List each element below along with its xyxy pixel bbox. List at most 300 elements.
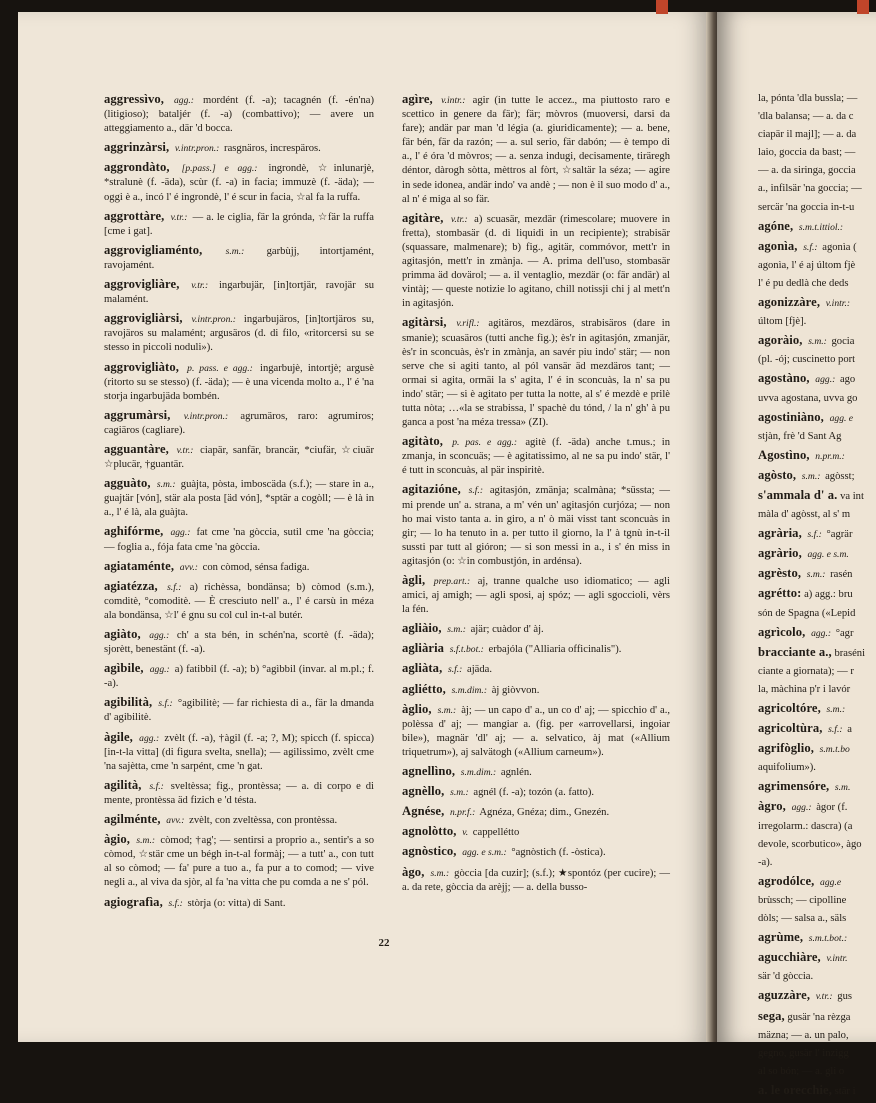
dictionary-entry — [758, 820, 876, 834]
definition: va int — [840, 490, 864, 502]
dictionary-entry — [104, 627, 374, 657]
definition: uvva agostana, uvva go — [758, 392, 858, 404]
dictionary-entry — [758, 988, 876, 1004]
dictionary-entry — [758, 683, 876, 697]
part-of-speech: agg.: — [174, 95, 194, 106]
dictionary-entry — [758, 665, 876, 679]
headword: agrimensóre, — [758, 779, 830, 794]
headword: agguantàre, — [104, 441, 169, 456]
part-of-speech: agg.: — [149, 664, 170, 676]
part-of-speech: s.f.: — [149, 780, 164, 792]
part-of-speech: s.f.: — [168, 897, 183, 909]
headword: agibilità, — [104, 695, 153, 710]
definition: gegno, gusär l' inzìgg — [758, 1047, 849, 1059]
headword: agricoltóre, — [758, 701, 821, 715]
part-of-speech: agg. e s.m. — [807, 549, 849, 561]
part-of-speech: s.f.: — [158, 698, 173, 710]
definition: Agnéza, Gnéza; dim., Gnezén. — [479, 807, 610, 819]
part-of-speech: v.tr.: — [170, 211, 188, 223]
definition: sercär 'na goccia in-t-u — [758, 201, 855, 213]
part-of-speech: agg.: — [815, 374, 836, 386]
dictionary-column-1 — [104, 92, 374, 915]
headword: agricoltùra, — [758, 721, 823, 736]
part-of-speech: s.f.: — [803, 241, 818, 253]
dictionary-entry — [758, 566, 876, 582]
definition: — a. da siringa, goccia — [758, 165, 856, 177]
headword: agiàto, — [104, 627, 141, 641]
dictionary-entry — [758, 625, 876, 641]
part-of-speech: s.m.: — [156, 479, 176, 491]
headword: bracciante a., — [758, 644, 832, 659]
part-of-speech: s.m.: — [808, 336, 827, 348]
dictionary-entry — [758, 201, 876, 215]
page-number: 22 — [378, 937, 390, 949]
dictionary-entry — [758, 721, 876, 737]
headword: agìre, — [402, 92, 433, 106]
dictionary-entry — [758, 277, 876, 291]
headword: agoràio, — [758, 333, 803, 348]
dictionary-entry — [104, 92, 374, 136]
dictionary-entry — [758, 259, 876, 273]
bookmark-ribbon — [656, 0, 668, 14]
dictionary-entry — [402, 621, 670, 637]
headword: agìbile, — [104, 661, 144, 676]
definition: agòsst; — [825, 470, 855, 482]
headword: agliàta, — [402, 661, 443, 676]
headword: aggrinzàrsi, — [104, 140, 170, 155]
dictionary-entry — [104, 661, 374, 691]
definition: brùssch; — cipolline — [758, 894, 847, 906]
part-of-speech: agg.: — [149, 630, 170, 641]
dictionary-entry — [402, 844, 670, 860]
dictionary-entry — [402, 315, 670, 430]
definition: °agnòstich (f. -òstica). — [511, 847, 606, 859]
definition: àgor (f. — [816, 802, 848, 814]
definition: ciante a giornata); — r — [758, 665, 854, 677]
definition: agitè (f. -äda) anche t.mus.; in zmanja, in sconcuäs; — è agitatissimo, al ne sa pu indo' stär, l' é tutt in sconcuàs, al pär inspiritè. — [402, 437, 670, 477]
definition: (pl. -ój; cuscinetto port — [758, 354, 856, 366]
definition: agnél (f. -a); tozón (a. fatto). — [473, 787, 594, 799]
headword: agóne, — [758, 218, 794, 233]
definition: guàjta, pòsta, imboscäda (s.f.); — stare in a., guajtär [vón], stär ala posta [äd vón], *sptär a cogòll; — è là in a., l' é là, ala guàjta. — [104, 479, 374, 519]
part-of-speech: s.m.: — [450, 787, 469, 799]
part-of-speech: s.m.: — [806, 569, 826, 581]
dictionary-entry — [104, 524, 374, 554]
dictionary-entry — [104, 408, 374, 438]
definition: la, màchina p'r i lavór — [758, 683, 851, 695]
part-of-speech: s.m.t.bo — [819, 744, 850, 756]
part-of-speech: v.tr.: — [815, 991, 833, 1003]
part-of-speech: s.m.t.bot.: — [808, 933, 848, 945]
part-of-speech: v.tr.: — [450, 213, 468, 225]
dictionary-column-3-partial — [758, 92, 876, 1103]
definition: agitasjón, zmänja; scalmàna; *süssta; — mi prende un' a. strana, a m' vén un' agitasjón curjóza; — non ho mai visto tanta a. in giro, a n' ò mäi visst tant sconcuàs in gir; — lo ha tenuto in a. per tutto il giorno, la l' à tgnù in-t-il sussti par tutt al gióron; — si son messi in a., i s' én miss in agitasjón (o: ☆in combustjón, in ardénsa). — [402, 485, 670, 567]
headword: agostàno, — [758, 371, 810, 386]
part-of-speech: agg.: — [139, 732, 160, 744]
dictionary-entry — [758, 1009, 876, 1025]
definition: gòccia [da cuzir]; (s.f.); ★spontóz (per cucire); — a. da rete, gòccia da arèjj; — a. della busso- — [402, 867, 670, 893]
headword: agrèsto, — [758, 566, 802, 581]
definition: — a. le ciglia, fär la grónda, ☆fär la ruffa [cme i gat]. — [104, 211, 374, 237]
dictionary-entry — [402, 482, 670, 569]
definition: ingarbujär, [in]tortjär, ravojär su malamént. — [104, 280, 374, 306]
definition: ingarbujè, intortjè; argusè (ritorto su se stesso) (f. -äda); — è una vicenda molto a., l' é 'na storja ingarbujäda bombén. — [104, 362, 374, 402]
definition: erbajóla ("Alliaria officinalis"). — [488, 644, 622, 656]
part-of-speech: s.m.: — [430, 867, 450, 879]
headword: agnellìno, — [402, 764, 456, 779]
definition: a) agg.: bru — [804, 589, 853, 601]
definition: a) scuasär, mezdär (rimescolare; muovere in fretta), stombasär (d. di liquidi in un recipiente); strabisär (squassare, malmenare); b) fig., agitär, commóvor, mett'r in agitasjón, mett'r in zmànja. — A. prima dell'uso, stombasär primma äd dovärol; — a. il ventaglio, mezdär (o: fär andär) al vintàj; — queste notizie lo agitano, chill notissji chi j al mett'n in agitasjón. — [402, 213, 671, 310]
definition: °agr — [835, 627, 854, 639]
definition: la, pónta 'dla bussla; — — [758, 93, 858, 104]
definition: garbùjj, intortjamént, ravojamént. — [104, 245, 374, 271]
definition: ingarbujäros, [in]tortjäros su, ravojäros su malamént; argusäros (d. di filo, «ritorcersi su se stesso in piccoli noduli»). — [104, 314, 374, 354]
headword: agrétto: — [758, 586, 802, 601]
headword: agrìcolo, — [758, 624, 806, 639]
dictionary-entry — [104, 140, 374, 156]
dictionary-entry — [402, 641, 670, 657]
dictionary-entry — [104, 812, 374, 828]
dictionary-entry — [758, 410, 876, 426]
part-of-speech: n.pr.m.: — [815, 450, 845, 462]
dictionary-entry — [402, 764, 670, 780]
definition: cappellétto — [472, 827, 520, 839]
headword: agràrio, — [758, 546, 802, 561]
dictionary-entry — [758, 315, 876, 329]
part-of-speech: s.m.: — [225, 245, 245, 257]
headword: agiografìa, — [104, 894, 163, 909]
headword: agrodólce, — [758, 873, 815, 888]
definition: ajär; cuàdor d' àj. — [470, 624, 544, 636]
dictionary-entry — [104, 832, 374, 890]
definition: mordént (f. -a); tacagnén (f. -én'na) (litigioso); bataljér (f. -a) (combattivo); — avere un atteggiamento a., där 'd bocca. — [104, 95, 374, 135]
definition: agitäros, mezdäros, strabisäros (dare in smanie); scuasäros (tutti anche fig.); ès'r in agitasjón, zmanjär, ès'r in sconcuàs, ès'r in zmànja, an savér piu indo' stär; — non serve che si agiti tanto, al pól vansär äd mezdäros tant; — ormai si agita, ormäi la s' agita, l' é in sconcuàs, la n' sa pu indo' stär; — si è agitato per tutta la notte, al s' é mezdè e prilè tutta nòta; …«la se strabissa, l' spachè du tónd, / la n' gh' à pu ganca a post 'na méza tressa» (ZI). — [402, 318, 670, 429]
part-of-speech: s.m.: — [447, 624, 466, 636]
headword: agonìa, — [758, 238, 798, 253]
headword: agiataménte, — [104, 558, 175, 573]
dictionary-entry — [758, 701, 876, 717]
part-of-speech: s.f.: — [167, 581, 182, 593]
headword: aggrovigliaménto, — [104, 242, 203, 257]
dictionary-entry — [104, 311, 374, 355]
part-of-speech: s.m.: — [801, 470, 821, 482]
dictionary-entry — [758, 295, 876, 311]
dictionary-entry — [758, 488, 876, 504]
dictionary-column-2 — [402, 92, 670, 899]
part-of-speech: avv.: — [179, 561, 198, 573]
dictionary-entry — [758, 430, 876, 444]
dictionary-entry — [104, 559, 374, 575]
part-of-speech: s.m. — [834, 782, 851, 794]
dictionary-entry — [758, 110, 876, 124]
definition: ajäda. — [467, 664, 493, 676]
definition: agrumäros, raro: agrumiros; cagiäros (cagliare). — [104, 410, 374, 436]
part-of-speech: s.f.: — [468, 485, 484, 497]
part-of-speech: avv.: — [166, 815, 185, 827]
dictionary-entry — [758, 92, 876, 106]
headword: agnòstico, — [402, 844, 457, 859]
dictionary-entry — [402, 702, 670, 760]
definition: còmod; †ag'; — sentirsi a proprio a., sentir's a so còmod, ☆stär cme un bégh in-t-al formàj; — a tutt' a., con tutt al so còmod; — fa' pure a tuo a., fa pur a to comod; — vive negli a., al viva da sjòr, al fa 'na vitta che pu comda a ne s' pól. — [104, 835, 374, 889]
dictionary-entry — [104, 442, 374, 472]
part-of-speech: s.m.: — [136, 835, 156, 847]
definition: °agibilitè; — far richiesta di a., fär la dmanda d' agibilitè. — [104, 698, 374, 724]
part-of-speech: s.m.t.ittiol.: — [798, 221, 844, 233]
dictionary-entry — [758, 894, 876, 908]
definition: braséni — [834, 647, 866, 659]
definition: stòrja (o: vitta) di Sant. — [187, 897, 286, 909]
headword: aggrovigliàrsi, — [104, 311, 183, 326]
dictionary-entry — [758, 146, 876, 160]
dictionary-entry — [402, 682, 670, 698]
headword: agòsto, — [758, 467, 797, 482]
dictionary-entry — [104, 360, 374, 404]
dictionary-entry — [758, 239, 876, 255]
part-of-speech: v.tr.: — [176, 444, 194, 456]
definition: a., infilsär 'na goccia; — — [758, 183, 862, 195]
dictionary-entry — [758, 912, 876, 926]
part-of-speech: v.rifl.: — [456, 318, 480, 330]
dictionary-entry — [104, 243, 374, 273]
part-of-speech: agg. e — [829, 412, 854, 424]
dictionary-entry — [104, 160, 374, 204]
definition: ch' a sta bén, in schén'na, scortè (f. -äda); sjorètt, benestänt (f. -a). — [104, 630, 375, 656]
definition: 'dla balansa; — a. da c — [758, 111, 854, 123]
part-of-speech: v.intr.: — [441, 95, 466, 106]
definition: ciapär, sanfär, brancär, *ciufär, ☆ciuär ☆plucär, †guantär. — [104, 444, 374, 471]
headword: Agostìno, — [758, 447, 810, 462]
part-of-speech: p. pas. e agg.: — [452, 437, 518, 449]
definition: stär i — [834, 1085, 856, 1097]
definition: devole, scorbutico», àgo — [758, 838, 862, 850]
definition: irregolarm.: dascra) (a — [758, 820, 853, 832]
dictionary-entry — [758, 392, 876, 406]
definition: dòls; — salsa a., säls — [758, 913, 847, 925]
headword: àglio, — [402, 701, 432, 716]
definition: sär 'd gòccia. — [758, 971, 814, 983]
dictionary-entry — [104, 895, 374, 911]
definition: són de Spagna («Lepid — [758, 607, 856, 619]
definition: màla d' agòsst, al s' m — [758, 509, 851, 521]
headword: agliàio, — [402, 621, 442, 636]
definition: últom [fjè]. — [758, 316, 807, 328]
dictionary-entry — [758, 856, 876, 870]
dictionary-entry — [758, 950, 876, 966]
part-of-speech: s.m.: — [437, 704, 457, 716]
definition: al so bón; — a. gli o — [758, 1065, 845, 1077]
headword: agrifòglio, — [758, 741, 815, 756]
dictionary-entry — [758, 353, 876, 367]
headword: agostiniàno, — [758, 409, 824, 424]
bookmark-ribbon — [857, 0, 869, 14]
dictionary-entry — [402, 434, 670, 478]
headword: agiatézza, — [104, 578, 158, 593]
dictionary-entry — [758, 333, 876, 349]
dictionary-entry — [758, 741, 876, 757]
headword: àgro, — [758, 799, 786, 814]
headword: s'ammala d' a. — [758, 487, 838, 502]
definition: -a). — [758, 856, 773, 868]
part-of-speech: [p.pass.] e agg.: — [181, 163, 258, 175]
dictionary-entry — [758, 779, 876, 795]
definition: gocia — [831, 336, 855, 348]
headword: àgli, — [402, 573, 426, 587]
dictionary-entry — [758, 1083, 876, 1099]
definition: con còmod, sénsa fadiga. — [202, 561, 310, 573]
headword: aggressìvo, — [104, 92, 164, 106]
part-of-speech: v.tr.: — [191, 280, 209, 292]
headword: agrùme, — [758, 930, 804, 945]
headword: agitàre, — [402, 210, 444, 225]
part-of-speech: v.intr.pron.: — [191, 314, 236, 326]
dictionary-entry — [758, 1029, 876, 1043]
dictionary-entry — [758, 1065, 876, 1079]
definition: ago — [839, 374, 856, 386]
definition: aj, tranne qualche uso idiomatico; — agli amici, aj amigh; — agli sposi, aj spóz; — agli sgoccioli, vèrs la fén. — [402, 576, 671, 616]
part-of-speech: s.f.: — [447, 664, 463, 676]
headword: agilménte, — [104, 812, 161, 827]
headword: agguàto, — [104, 476, 151, 491]
part-of-speech: agg. e s.m.: — [462, 847, 507, 859]
definition: mäzna; — a. un palo, — [758, 1029, 849, 1041]
headword: àgile, — [104, 729, 133, 744]
headword: agliària — [402, 641, 445, 656]
part-of-speech: p. pass. e agg.: — [187, 362, 253, 374]
dictionary-entry — [104, 277, 374, 307]
headword: agnèllo, — [402, 784, 445, 799]
definition: gusär 'na rèzga — [787, 1011, 851, 1023]
part-of-speech: agg.: — [811, 627, 832, 639]
dictionary-entry — [402, 211, 670, 312]
headword: agitàto, — [402, 434, 444, 449]
dictionary-entry — [758, 164, 876, 178]
headword: aggrondàto, — [104, 160, 170, 175]
dictionary-entry — [104, 778, 374, 808]
dictionary-entry — [758, 799, 876, 815]
dictionary-entry — [402, 865, 670, 895]
definition: rasén — [830, 569, 853, 581]
dictionary-entry — [758, 874, 876, 890]
part-of-speech: n.pr.f.: — [449, 807, 476, 819]
headword: agilità, — [104, 777, 142, 792]
dictionary-entry — [758, 468, 876, 484]
definition: agonìa, l' é aj últom fjè — [758, 259, 856, 271]
definition: a) richèssa, bondänsa; b) còmod (s.m.), comditè, °comoditè. — È cresciuto nell' a., l' é carsù in méza ala bondänsa, ☆l' é gnu su col cul in-t-al butér. — [104, 581, 374, 621]
part-of-speech: agg.: — [170, 527, 191, 539]
dictionary-entry — [758, 448, 876, 464]
headword: agitazióne, — [402, 482, 461, 497]
dictionary-entry — [758, 586, 876, 602]
definition: °agrär — [826, 529, 853, 541]
dictionary-entry — [758, 645, 876, 661]
dictionary-entry — [758, 761, 876, 775]
part-of-speech: v.intr.: — [825, 298, 851, 310]
headword: agonizzàre, — [758, 295, 821, 310]
dictionary-entry — [402, 784, 670, 800]
dictionary-entry — [104, 579, 374, 623]
part-of-speech: s.m.dim.: — [460, 767, 497, 779]
definition: laio, goccia da bast; — — [758, 147, 856, 159]
dictionary-entry — [402, 92, 670, 207]
definition: zvèlt (f. -a), †àgil (f. -a; ?, M); spicch (f. spicca) [in-t-la vitta] (di figura svelta, snella); — agilissimo, zvèlt cme 'na sajètta, cme 'n sarpént, cme 'n gat. — [104, 732, 374, 772]
headword: agrària, — [758, 526, 802, 541]
part-of-speech: s.m.dim.: — [451, 684, 488, 696]
dictionary-entry — [758, 182, 876, 196]
headword: aghifórme, — [104, 524, 164, 539]
headword: aggrottàre, — [104, 208, 165, 223]
definition: àj giòvvon. — [491, 684, 540, 696]
dictionary-entry — [758, 546, 876, 562]
part-of-speech: v.intr.pron.: — [183, 410, 229, 422]
dictionary-entry — [402, 573, 670, 617]
definition: àj; — un capo d' a., un co d' aj; — spicchio d' a., polèssa d' aj; — mangiar a. (fig. per «arrovellarsi, ingoiar bile»), magnär 'dl' aj; — a. selvatico, àj mat («Allium triquetrum»), aj salvätogh («Allium carneum»). — [402, 704, 670, 758]
dictionary-entry — [758, 128, 876, 142]
part-of-speech: s.f.: — [807, 529, 822, 541]
dictionary-entry — [758, 508, 876, 522]
headword: sega, — [758, 1008, 785, 1023]
dictionary-entry — [104, 209, 374, 239]
headword: àgio, — [104, 832, 131, 847]
definition: stjàn, frè 'd Sant Ag — [758, 430, 842, 442]
dictionary-entry — [402, 824, 670, 840]
part-of-speech: agg.: — [791, 802, 812, 814]
definition: l' é pu dedlà che deds — [758, 277, 849, 289]
dictionary-entry — [104, 476, 374, 520]
definition: gus — [837, 991, 852, 1003]
dictionary-entry — [104, 730, 374, 774]
part-of-speech: v.intr. — [826, 953, 848, 965]
dictionary-entry — [104, 695, 374, 725]
definition: ciapär il majl]; — a. da — [758, 129, 857, 141]
part-of-speech: s.f.t.bot.: — [449, 644, 484, 656]
definition: aquifolium»). — [758, 762, 816, 774]
dictionary-entry — [758, 930, 876, 946]
definition: ingrondè, ☆inlunarjè, *stralunè (f. -äda), scùr (f. -a) in facia; immuzè (f. -äda); — oggi è a., incó l' é ingrondè, l' é scur in facia, ☆al fa la ruffa. — [104, 163, 374, 203]
dictionary-entry — [758, 607, 876, 621]
headword: a. le orecchie, — [758, 1082, 832, 1097]
part-of-speech: s.m.: — [826, 704, 846, 715]
dictionary-entry — [758, 970, 876, 984]
headword: agitàrsi, — [402, 315, 447, 330]
headword: agliétto, — [402, 681, 446, 696]
part-of-speech: s.f.: — [828, 724, 843, 736]
dictionary-entry — [402, 804, 670, 820]
definition: fat cme 'na gòccia, sutil cme 'na gòccia; — foglia a., fója fata cme 'na gòccia. — [104, 527, 374, 553]
headword: aggrovigliàre, — [104, 277, 180, 292]
dictionary-entry — [758, 838, 876, 852]
dictionary-entry — [402, 661, 670, 677]
headword: aggrovigliàto, — [104, 359, 179, 374]
definition: zvèlt, con zveltèssa, con prontèssa. — [189, 815, 338, 827]
definition: a — [847, 724, 852, 736]
part-of-speech: agg.e — [820, 876, 842, 888]
dictionary-entry — [758, 526, 876, 542]
headword: aggrumàrsi, — [104, 407, 171, 422]
definition: agnlén. — [500, 767, 532, 779]
part-of-speech: v. — [462, 827, 469, 839]
headword: àgo, — [402, 864, 425, 879]
dictionary-entry — [758, 371, 876, 387]
definition: a) fatibbil (f. -a); b) °agìbbil (invar. al m.pl.; f. -a). — [104, 664, 375, 690]
definition: agir (in tutte le accez., ma piuttosto raro e scettico in genere da fär); fär; mòvros (muoversi, darsi da fare); andär par man 'd légia (a. giuridicamente); — a. bene, fär bén, fär da razón; — a. sul serio, fär dabón; — è tempo di a., l' é óra 'd mòvros; — a. senza indugi, decisamente, tiräregh déntor, dàrogh sòtta, mèttros al fòrt, ☆saltär la séza; — agire in sede idonea, andär indo' va andè ; — non è il suo modo d' a., al n' é miga al so fär. — [402, 95, 671, 205]
definition: rasgnäros, increspäros. — [224, 143, 321, 155]
headword: Agnése, — [402, 804, 445, 819]
definition: agonìa ( — [822, 241, 857, 253]
headword: agnolòtto, — [402, 824, 457, 839]
dictionary-entry — [758, 219, 876, 235]
part-of-speech: prep.art.: — [433, 576, 471, 587]
headword: agucchiàre, — [758, 950, 821, 965]
